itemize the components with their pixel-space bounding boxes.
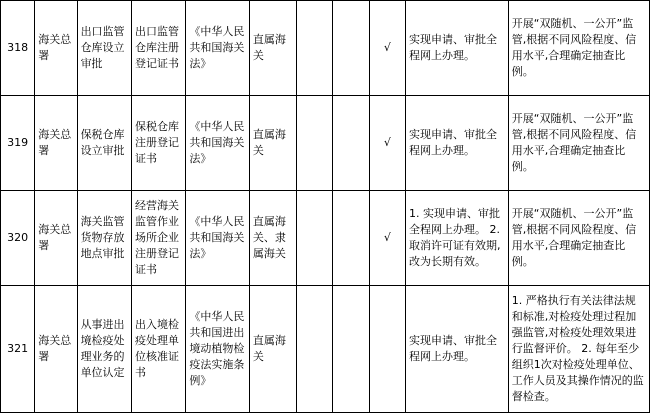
implementation-level: 直属海关 — [249, 286, 296, 413]
blank-column-1 — [297, 191, 333, 286]
blank-column-2 — [333, 96, 369, 191]
supervision-measure: 开展“双随机、一公开”监管,根据不同风险程度、信用水平,合理确定抽查比例。 — [508, 191, 649, 286]
certificate-name: 出入境检疫处理单位核准证书 — [131, 286, 185, 413]
legal-basis: 《中华人民共和国海关法》 — [186, 191, 249, 286]
supervision-measure: 开展“双随机、一公开”监管,根据不同风险程度、信用水平,合理确定抽查比例。 — [508, 1, 649, 96]
implementing-organ: 海关总署 — [35, 191, 77, 286]
row-number: 321 — [1, 286, 35, 413]
item-name: 保税仓库设立审批 — [77, 96, 131, 191]
table-row — [1, 1, 650, 96]
implementation-level: 直属海关、隶属海关 — [249, 191, 296, 286]
legal-basis: 《中华人民共和国进出境动植物检疫法实施条例》 — [186, 286, 249, 413]
implementing-organ: 海关总署 — [35, 1, 77, 96]
checkmark-cell: √ — [369, 96, 405, 191]
table-row — [1, 96, 650, 191]
item-name: 海关监管货物存放地点审批 — [77, 191, 131, 286]
supervision-measure: 开展“双随机、一公开”监管,根据不同风险程度、信用水平,合理确定抽查比例。 — [508, 96, 649, 191]
item-name: 从事进出境检疫处理业务的单位认定 — [77, 286, 131, 413]
table-row — [1, 191, 650, 286]
row-number: 318 — [1, 1, 35, 96]
reform-measure: 实现申请、审批全程网上办理。 — [406, 96, 509, 191]
reform-measure: 实现申请、审批全程网上办理。 — [406, 286, 509, 413]
row-number: 320 — [1, 191, 35, 286]
checkmark-cell: √ — [369, 1, 405, 96]
item-name: 出口监管仓库设立审批 — [77, 1, 131, 96]
implementation-level: 直属海关 — [249, 96, 296, 191]
blank-column-2 — [333, 1, 369, 96]
implementing-organ: 海关总署 — [35, 96, 77, 191]
certificate-name: 经营海关监管作业场所企业注册登记证书 — [131, 191, 185, 286]
checkmark-cell: √ — [369, 191, 405, 286]
implementation-level: 直属海关 — [249, 1, 296, 96]
blank-column-1 — [297, 96, 333, 191]
supervision-measure: 1. 严格执行有关法律法规和标准,对检疫处理过程加强监管,对检疫处理效果进行监督评价。 2. 每年至少组织1次对检疫处理单位、工作人员及其操作情况的监督检查。 — [508, 286, 649, 413]
checkmark-cell — [369, 286, 405, 413]
certificate-name: 出口监管仓库注册登记证书 — [131, 1, 185, 96]
implementing-organ: 海关总署 — [35, 286, 77, 413]
table-row — [1, 286, 650, 413]
reform-measure: 1. 实现申请、审批全程网上办理。 2. 取消许可证有效期,改为长期有效。 — [406, 191, 509, 286]
certificate-name: 保税仓库注册登记证书 — [131, 96, 185, 191]
blank-column-1 — [297, 286, 333, 413]
legal-basis: 《中华人民共和国海关法》 — [186, 96, 249, 191]
blank-column-2 — [333, 191, 369, 286]
row-number: 319 — [1, 96, 35, 191]
legal-basis: 《中华人民共和国海关法》 — [186, 1, 249, 96]
reform-measure: 实现申请、审批全程网上办理。 — [406, 1, 509, 96]
blank-column-1 — [297, 1, 333, 96]
blank-column-2 — [333, 286, 369, 413]
